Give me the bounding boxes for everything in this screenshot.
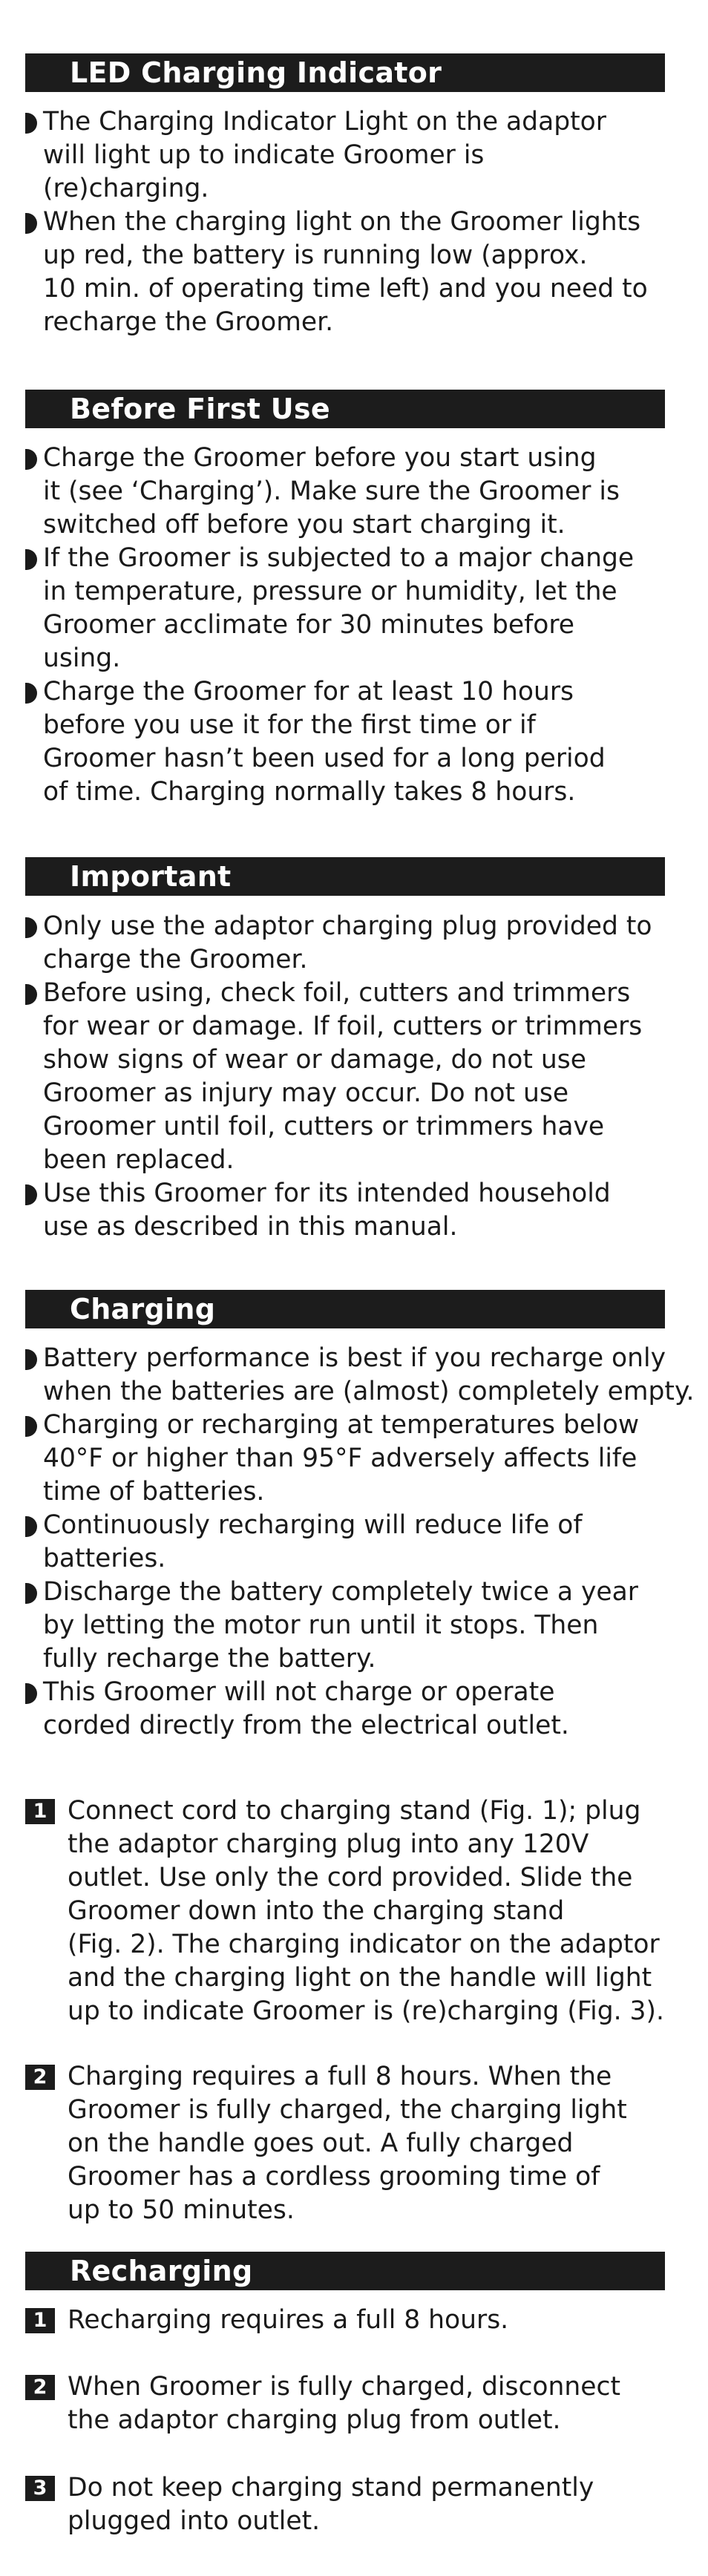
bullet-text-line: This Groomer will not charge or operate [43, 1677, 555, 1707]
recharging-step-3 [25, 2471, 693, 2538]
bullet-text-line: will light up to indicate Groomer is [43, 140, 485, 170]
step-text-line: up to indicate Groomer is (re)charging (Fig. 3). [68, 1996, 664, 2026]
recharging-step-2 [25, 2370, 693, 2437]
step-text-line: the adaptor charging plug from outlet. [68, 2405, 561, 2435]
step-number-badge: 2 [25, 2375, 55, 2400]
bullet-text-line: up red, the battery is running low (approx. [43, 240, 588, 270]
bullet-item [25, 1676, 678, 1743]
step-text-line: (Fig. 2). The charging indicator on the adaptor [68, 1930, 660, 1959]
bullet-text-line: fully recharge the battery. [43, 1644, 376, 1674]
step-number-badge: 1 [25, 2308, 55, 2333]
step-text [68, 1795, 693, 2028]
step-text [68, 2060, 693, 2227]
step-text-line: Groomer has a cordless grooming time of [68, 2162, 600, 2192]
step-text-line: Do not keep charging stand permanently [68, 2473, 594, 2503]
bullet-list-important [25, 910, 678, 1244]
bullet-icon [25, 984, 37, 1005]
bullet-text-line: it (see ‘Charging’). Make sure the Groomer is [43, 476, 620, 506]
bullet-text-line: (re)charging. [43, 174, 209, 203]
bullet-icon [25, 1184, 37, 1205]
step-text [68, 2304, 693, 2337]
bullet-text-line: Charging or recharging at temperatures below [43, 1410, 640, 1440]
bullet-list-led [25, 105, 678, 339]
step-text-line: and the charging light on the handle will light [68, 1963, 652, 1993]
bullet-item [25, 206, 678, 339]
bullet-text-line: Use this Groomer for its intended household [43, 1179, 611, 1208]
bullet-text-line: Discharge the battery completely twice a year [43, 1577, 638, 1607]
step-text-line: up to 50 minutes. [68, 2195, 295, 2225]
bullet-icon [25, 1516, 37, 1537]
section-header-recharging: Recharging [25, 2252, 665, 2290]
bullet-item [25, 1177, 678, 1244]
bullet-text-line: in temperature, pressure or humidity, let the [43, 577, 617, 606]
bullet-text-line: Before using, check foil, cutters and trimmers [43, 978, 631, 1008]
bullet-text-line: 10 min. of operating time left) and you need to [43, 274, 648, 304]
bullet-icon [25, 549, 37, 570]
bullet-text-line: Charge the Groomer before you start using [43, 443, 597, 473]
bullet-item [25, 910, 678, 977]
bullet-icon [25, 449, 37, 470]
bullet-text-line: The Charging Indicator Light on the adaptor [43, 107, 606, 137]
bullet-icon [25, 1349, 37, 1370]
bullet-item [25, 1342, 695, 1409]
bullet-text-line: If the Groomer is subjected to a major change [43, 543, 635, 573]
bullet-item [25, 977, 678, 1177]
bullet-text-line: of time. Charging normally takes 8 hours. [43, 777, 576, 807]
bullet-text-line: Battery performance is best if you recharge only [43, 1343, 666, 1373]
step-text-line: When Groomer is fully charged, disconnect [68, 2372, 620, 2402]
bullet-item [25, 1409, 678, 1509]
step-text-line: plugged into outlet. [68, 2506, 321, 2536]
bullet-icon [25, 113, 37, 134]
bullet-item [25, 1509, 678, 1576]
bullet-text-line: when the batteries are (almost) completely empty. [43, 1377, 695, 1406]
charging-step-1 [25, 1795, 693, 2028]
step-text-line: Groomer is fully charged, the charging light [68, 2095, 627, 2125]
step-text-line: Connect cord to charging stand (Fig. 1); plug [68, 1796, 641, 1826]
step-text-line: Charging requires a full 8 hours. When the [68, 2062, 612, 2091]
bullet-text-line: using. [43, 643, 121, 673]
bullet-item [25, 675, 678, 809]
recharging-step-1 [25, 2304, 693, 2337]
bullet-text-line: time of batteries. [43, 1477, 265, 1507]
bullet-text-line: by letting the motor run until it stops. Then [43, 1610, 599, 1640]
step-number-badge: 2 [25, 2065, 55, 2090]
bullet-text-line: Continuously recharging will reduce life of [43, 1510, 583, 1540]
bullet-text-line: use as described in this manual. [43, 1212, 458, 1242]
bullet-text-line: corded directly from the electrical outlet. [43, 1711, 569, 1740]
step-text-line: Groomer down into the charging stand [68, 1896, 565, 1926]
section-header-first-use: Before First Use [25, 390, 665, 428]
bullet-list-first-use [25, 442, 678, 809]
step-number-badge: 1 [25, 1799, 55, 1824]
bullet-item [25, 442, 678, 542]
bullet-text-line: When the charging light on the Groomer lights [43, 207, 641, 237]
bullet-text-line: recharge the Groomer. [43, 307, 334, 337]
bullet-item [25, 105, 678, 206]
section-header-led: LED Charging Indicator [25, 53, 665, 92]
step-text-line: outlet. Use only the cord provided. Slide the [68, 1863, 633, 1892]
bullet-text-line: batteries. [43, 1544, 166, 1573]
bullet-list-charging [25, 1342, 695, 1743]
bullet-item [25, 1576, 678, 1676]
step-text-line: on the handle goes out. A fully charged [68, 2128, 574, 2158]
step-number-badge: 3 [25, 2476, 55, 2501]
bullet-icon [25, 213, 37, 234]
bullet-text-line: Groomer until foil, cutters or trimmers have [43, 1112, 605, 1141]
bullet-text-line: Groomer as injury may occur. Do not use [43, 1078, 569, 1108]
charging-step-2 [25, 2060, 693, 2227]
bullet-icon [25, 1416, 37, 1437]
bullet-text-line: been replaced. [43, 1145, 235, 1175]
bullet-text-line: show signs of wear or damage, do not use [43, 1045, 586, 1075]
bullet-text-line: Only use the adaptor charging plug provided to [43, 911, 652, 941]
bullet-icon [25, 1583, 37, 1604]
step-text-line: the adaptor charging plug into any 120V [68, 1829, 589, 1859]
bullet-icon [25, 1683, 37, 1704]
bullet-text-line: charge the Groomer. [43, 945, 308, 974]
bullet-item [25, 542, 678, 675]
bullet-text-line: switched off before you start charging it. [43, 510, 566, 540]
bullet-text-line: Groomer hasn’t been used for a long period [43, 744, 606, 773]
bullet-icon [25, 917, 37, 938]
step-text [68, 2471, 693, 2538]
section-header-charging: Charging [25, 1290, 665, 1328]
section-header-important: Important [25, 857, 665, 896]
step-text [68, 2370, 693, 2437]
bullet-text-line: Groomer acclimate for 30 minutes before [43, 610, 574, 640]
bullet-text-line: 40°F or higher than 95°F adversely affects life [43, 1443, 637, 1473]
step-text-line: Recharging requires a full 8 hours. [68, 2305, 509, 2335]
bullet-text-line: for wear or damage. If foil, cutters or trimmers [43, 1012, 643, 1041]
bullet-icon [25, 683, 37, 704]
bullet-text-line: Charge the Groomer for at least 10 hours [43, 677, 574, 707]
bullet-text-line: before you use it for the first time or if [43, 710, 536, 740]
